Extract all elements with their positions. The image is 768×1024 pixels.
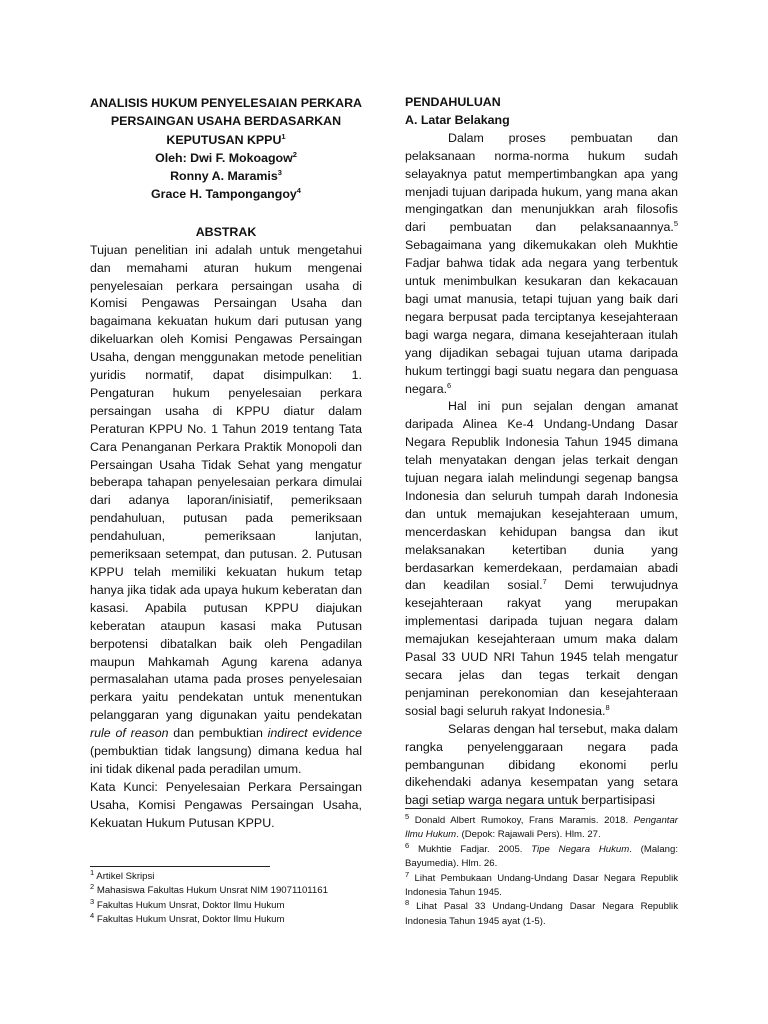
author-footnote-ref: 2 xyxy=(292,149,297,159)
footnote-text: Fakultas Hukum Unsrat, Doktor Ilmu Hukum xyxy=(94,899,285,911)
intro-paragraph-1 xyxy=(405,130,678,399)
abstract-text-1: Tujuan penelitian ini adalah untuk mengetahui dan memahami aturan hukum mengenai penyelesaian perkara persaingan usaha di Komisi Pengawas Persaingan Usaha dan bagaimana kekuatan hukum dari putusan yang dikeluarkan oleh Komisi Pengawas Persaingan Usaha, dengan menggunakan metode penelitian yuridis normatif, dapat disimpulkan: 1. Pengaturan hukum penyelesaian perkara persaingan usaha di KPPU diatur dalam Peraturan KPPU No. 1 Tahun 2019 tentang Tata Cara Penanganan Perkara Praktik Monopoli dan Persaingan Usaha Tidak Sehat yang mengatur beberapa tahapan penyelesaian perkara dimulai dari adanya laporan/inisiatif, pemeriksaan pendahuluan, putusan pada pemeriksaan pendahuluan, pemeriksaan lanjutan, pemeriksaan setempat, dan putusan. 2. Putusan KPPU telah memiliki kekuatan hukum tetap hanya jika tidak ada upaya hukum keberatan dan kasasi. Apabila putusan KPPU diajukan keberatan ataupun kasasi maka Putusan berpotensi dibatalkan baik oleh Pengadilan maupun Mahkamah Agung karena adanya permasalahan utama pada proses penyelesaian perkara yaitu pendekatan untuk menentukan pelanggaran yang digunakan yaitu pendekatan xyxy=(90,242,362,723)
footnote-number: 3 xyxy=(90,896,95,906)
footnote-2 xyxy=(90,884,362,898)
title-line-3-text: KEPUTUSAN KPPU xyxy=(166,132,282,147)
footnote-number: 5 xyxy=(405,811,410,821)
footnote-5 xyxy=(405,811,678,843)
author-footnote-ref: 3 xyxy=(277,168,282,178)
footnote-text: Mukhtie Fadjar. 2005. xyxy=(409,843,532,855)
paper-title xyxy=(90,94,362,149)
abstract-body xyxy=(90,242,362,779)
footnote-number: 1 xyxy=(90,867,95,877)
abstract-text-3: (pembuktian tidak langsung) dimana kedua hal ini tidak dikenal pada peradilan umum. xyxy=(90,744,362,776)
footnote-1 xyxy=(90,867,362,884)
footnotes-right xyxy=(405,808,678,929)
title-line-3 xyxy=(90,131,362,149)
footnote-ref: 8 xyxy=(605,702,610,712)
footnote-number: 7 xyxy=(405,869,410,879)
footnote-8 xyxy=(405,900,678,929)
abstract-italic-2: indirect evidence xyxy=(267,726,363,741)
footnote-text: . (Malang: Bayumedia). Hlm. 26. xyxy=(405,843,678,870)
section-heading: PENDAHULUAN xyxy=(405,95,501,109)
footnote-number: 4 xyxy=(90,911,95,921)
footnote-ref: 7 xyxy=(542,577,547,587)
abstract-keywords: Kata Kunci: Penyelesaian Perkara Persaingan Usaha, Komisi Pengawas Persaingan Usaha, Kekuatan Hukum Putusan KPPU. xyxy=(90,779,362,830)
footnote-number: 6 xyxy=(405,840,410,850)
right-column xyxy=(405,94,678,810)
intro-text: Sebagaimana yang dikemukakan oleh Mukhtie Fadjar bahwa tidak ada negara yang terbentuk untuk menimbulkan kesukaran dan kekacauan bagi umat manusia, tetapi tujuan yang baik dari negara berpusat pada terciptanya kesejahteraan bagi warga negara, dimana kesejahteraan itulah yang dijadikan sebagai tujuan utama daripada hukum tertinggi bagi suatu negara dan penguasa negara. xyxy=(405,238,678,396)
footnote-ref: 5 xyxy=(673,219,678,229)
footnote-text: Donald Albert Rumokoy, Frans Maramis. 2018. xyxy=(409,815,634,826)
footnote-number: 8 xyxy=(405,898,410,908)
author-prefix: Oleh: xyxy=(155,150,191,165)
footnote-text: . (Depok: Rajawali Pers). Hlm. 27. xyxy=(456,829,601,841)
footnote-ref: 6 xyxy=(447,380,452,390)
footnote-number: 2 xyxy=(90,882,95,892)
subsection-heading: A. Latar Belakang xyxy=(405,112,510,127)
footnote-book-title: Pengantar Ilmu Hukum xyxy=(405,815,678,841)
footnote-text: Mahasiswa Fakultas Hukum Unsrat NIM 19071101161 xyxy=(94,885,328,897)
title-line-1: ANALISIS HUKUM PENYELESAIAN PERKARA xyxy=(90,96,362,110)
author-1 xyxy=(90,149,362,167)
intro-text: Demi terwujudnya kesejahteraan rakyat yang merupakan implementasi daripada tujuan negara dalam memajukan kesejahteraan umum maka dalam Pasal 33 UUD NRI Tahun 1945 telah mengatur secara jelas dan tegas terkait dengan penjaminan perekonomian dan kesejahteraan sosial bagi seluruh rakyat Indonesia. xyxy=(405,578,678,718)
footnote-4 xyxy=(90,913,362,927)
abstract-heading: ABSTRAK xyxy=(195,224,257,239)
footnote-book-title: Tipe Negara Hukum xyxy=(531,843,630,855)
footnote-text: Lihat Pasal 33 Undang-Undang Dasar Negara Republik Indonesia Tahun 1945 ayat (1-5). xyxy=(405,901,678,927)
left-column xyxy=(90,94,362,833)
footnote-7 xyxy=(405,869,678,901)
author-name: Ronny A. Maramis xyxy=(170,169,278,184)
footnote-text: Fakultas Hukum Unsrat, Doktor Ilmu Hukum xyxy=(94,914,285,926)
abstract-italic-1: rule of reason xyxy=(90,726,169,741)
footnote-6 xyxy=(405,840,678,872)
title-line-2: PERSAINGAN USAHA BERDASARKAN xyxy=(110,114,342,129)
author-2 xyxy=(90,167,362,185)
author-footnote-ref: 4 xyxy=(296,186,301,196)
intro-text: Hal ini pun sejalan dengan amanat daripada Alinea Ke-4 Undang-Undang Dasar Negara Republik Indonesia Tahun 1945 dimana telah menyatakan dengan jelas terkait dengan tujuan negara ialah melindungi segenap bangsa Indonesia dan seluruh tumpah darah Indonesia dan untuk memajukan kesejahteraan umum, mencerdaskan kehidupan bangsa dan ikut melaksanakan ketertiban dunia yang berdasarkan kemerdekaan, perdamaian abadi dan keadilan sosial. xyxy=(405,399,678,593)
abstract-text-2: dan pembuktian xyxy=(168,726,268,741)
author-name: Dwi F. Mokoagow xyxy=(190,150,293,165)
footnote-text: Artikel Skripsi xyxy=(94,871,155,882)
author-list xyxy=(90,149,362,204)
intro-paragraph-2 xyxy=(405,398,678,720)
author-3 xyxy=(90,185,362,203)
author-name: Grace H. Tampongangoy xyxy=(151,187,297,202)
title-footnote-ref: 1 xyxy=(281,131,286,141)
intro-paragraph-3: Selaras dengan hal tersebut, maka dalam rangka penyelenggaraan negara pada pembangunan dibidang ekonomi perlu dikehendaki adanya kesempatan yang setara bagi setiap warga negara untuk berpartisipasi xyxy=(405,721,678,808)
footnote-text: Lihat Pembukaan Undang-Undang Dasar Negara Republik Indonesia Tahun 1945. xyxy=(405,872,678,899)
footnote-3 xyxy=(90,896,362,913)
intro-text: Dalam proses pembuatan dan pelaksanaan norma-norma hukum sudah selayaknya patut mempertimbangkan apa yang menjadi tujuan daripada hukum, yang mana akan mengingatkan dan menunjukkan arah filosofis dari pembuatan dan pelaksanaannya. xyxy=(405,130,678,235)
footnotes-left xyxy=(90,866,362,928)
